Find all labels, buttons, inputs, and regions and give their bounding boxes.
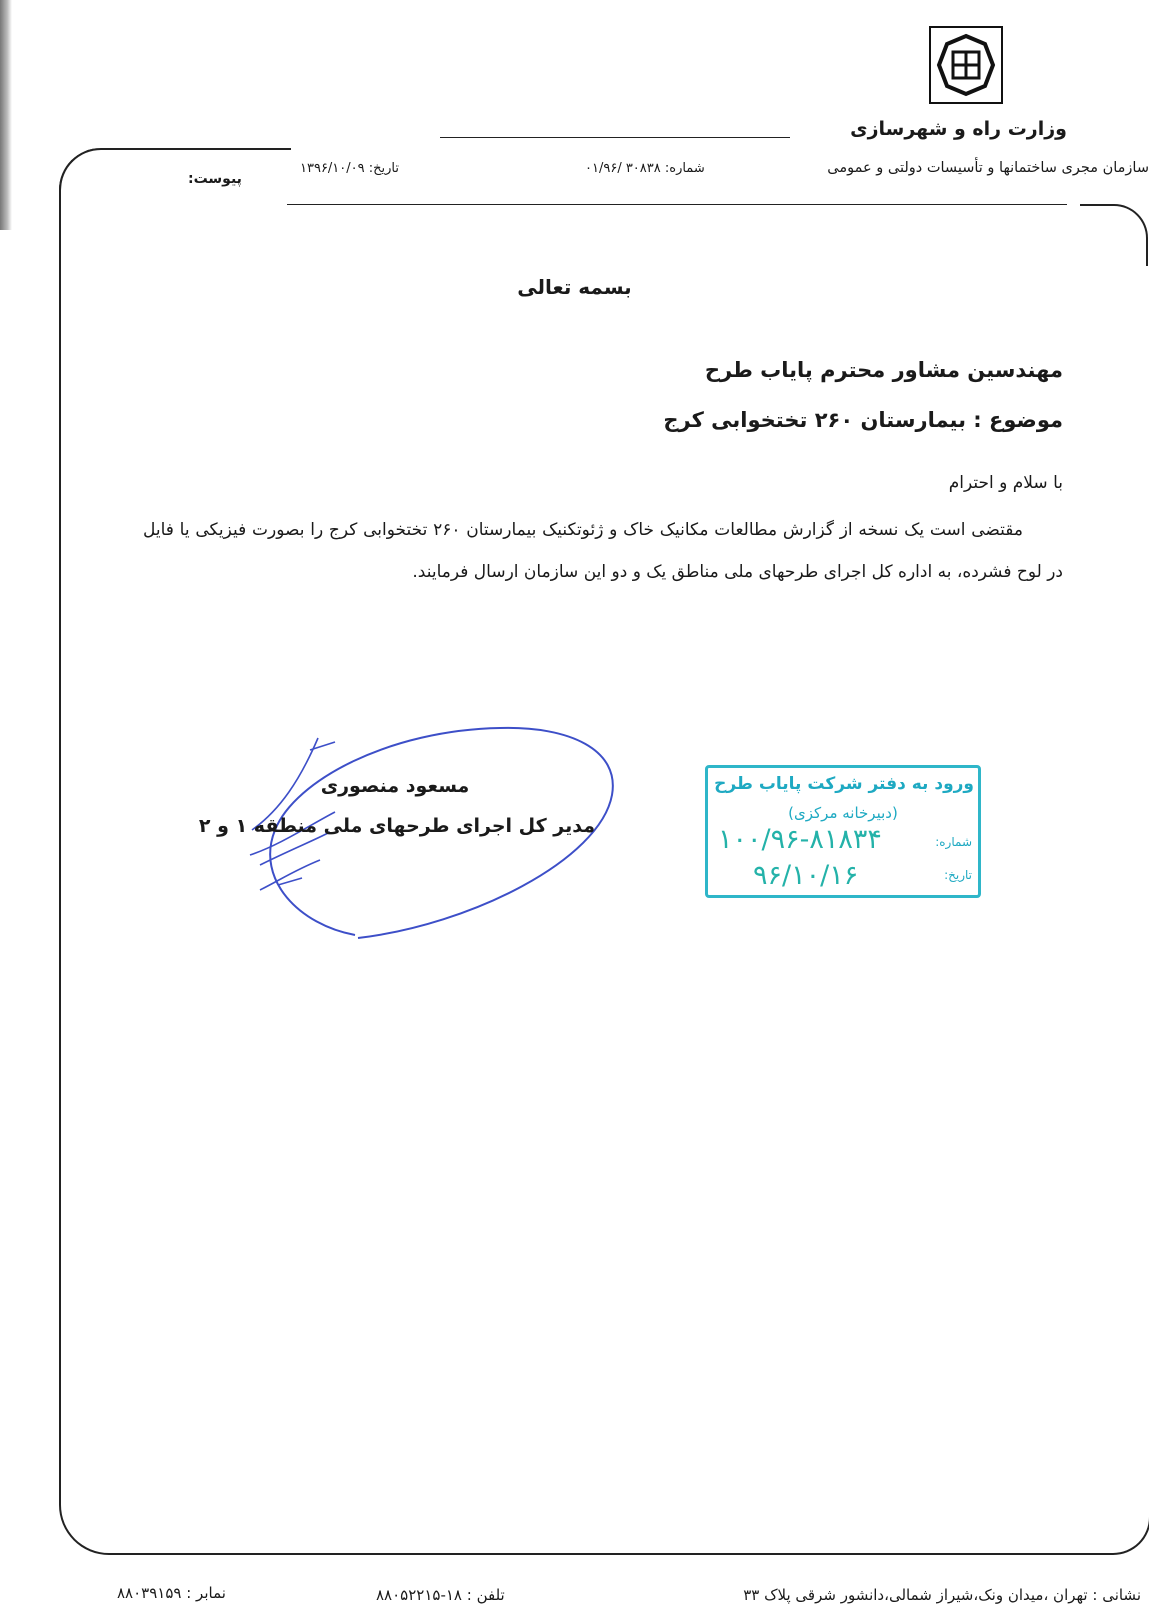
signatory-title: مدیر کل اجرای طرحهای ملی منطقه ۱ و ۲ (198, 815, 595, 837)
footer-address: نشانی : تهران ،میدان ونک،شیراز شمالی،دانشور شرقی پلاک ۳۳ (743, 1586, 1141, 1604)
stamp-number-label: شماره: (935, 835, 972, 849)
letter-number: شماره: ۳۰۸۳۸ /۰۱/۹۶ (585, 161, 705, 176)
letter-date: تاریخ: ۱۳۹۶/۱۰/۰۹ (300, 161, 400, 176)
signatory-name: مسعود منصوری (320, 775, 470, 797)
ministry-logo-icon (929, 26, 1003, 104)
handwritten-signature (240, 720, 640, 980)
stamp-number: ۱۰۰/۹۶-۸۱۸۳۴ (718, 824, 882, 855)
scan-edge-shadow (0, 0, 12, 230)
footer-phone: تلفن : ۱۸-۸۸۰۵۲۲۱۵ (376, 1586, 505, 1604)
ministry-name: وزارت راه و شهرسازی (850, 118, 1067, 140)
invocation: بسمه تعالی (517, 275, 632, 299)
receipt-stamp (705, 765, 981, 898)
attachment-label: پیوست: (188, 171, 242, 187)
recipient: مهندسین مشاور محترم پایاب طرح (704, 358, 1063, 382)
stamp-date: ۹۶/۱۰/۱۶ (753, 860, 859, 891)
page-frame-corner-left (59, 148, 291, 210)
subject-line: موضوع : بیمارستان ۲۶۰ تختخوابی کرج (663, 408, 1063, 432)
letter-body: مقتضی است یک نسخه از گزارش مطالعات مکانیک خاک و ژئوتکنیک بیمارستان ۲۶۰ تختخوابی کرج را بصورت فیزیکی یا فایل در لوح فشرده، به اداره کل اجرای طرحهای ملی مناطق یک و دو این سازمان ارسال فرمایند. (143, 520, 1063, 582)
footer-fax: نمابر : ۸۸۰۳۹۱۵۹ (117, 1584, 226, 1602)
greeting: با سلام و احترام (948, 473, 1063, 493)
stamp-subtitle: (دبیرخانه مرکزی) (788, 804, 898, 822)
stamp-title: ورود به دفتر شرکت پایاب طرح (714, 774, 974, 794)
stamp-date-label: تاریخ: (944, 868, 972, 882)
header-divider (440, 137, 790, 138)
organization-name: سازمان مجری ساختمانها و تأسیسات دولتی و عمومی (827, 160, 1149, 176)
page-frame-corner-right (1080, 204, 1148, 266)
